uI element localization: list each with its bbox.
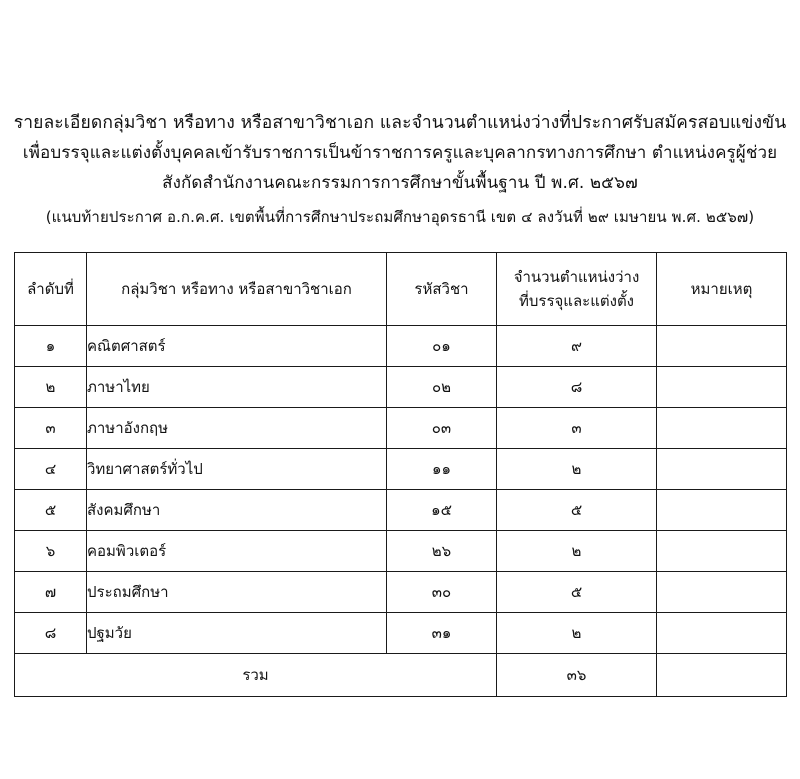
cell-count: ๓ — [497, 408, 657, 449]
cell-subject: ภาษาอังกฤษ — [87, 408, 387, 449]
cell-count: ๙ — [497, 326, 657, 367]
column-header-no: ลำดับที่ — [15, 253, 87, 326]
column-header-count-line2: ที่บรรจุและแต่งตั้ง — [518, 292, 635, 310]
cell-no: ๑ — [15, 326, 87, 367]
table-row — [15, 490, 787, 531]
cell-count: ๕ — [497, 490, 657, 531]
cell-subject: คอมพิวเตอร์ — [87, 531, 387, 572]
table-row — [15, 408, 787, 449]
table-header-row — [15, 253, 787, 326]
cell-code: ๑๕ — [387, 490, 497, 531]
table-footer — [15, 654, 787, 697]
table-row — [15, 367, 787, 408]
table-total-row — [15, 654, 787, 697]
cell-no: ๖ — [15, 531, 87, 572]
cell-count: ๕ — [497, 572, 657, 613]
column-header-count-line1: จำนวนตำแหน่งว่าง — [513, 268, 640, 286]
table-row — [15, 613, 787, 654]
column-header-note: หมายเหตุ — [657, 253, 787, 326]
cell-count: ๘ — [497, 367, 657, 408]
column-header-count — [497, 253, 657, 326]
cell-no: ๓ — [15, 408, 87, 449]
total-value: ๓๖ — [497, 654, 657, 697]
cell-note — [657, 531, 787, 572]
cell-no: ๕ — [15, 490, 87, 531]
heading-line-4: (แนบท้ายประกาศ อ.ก.ค.ศ. เขตพื้นที่การศึกษาประถมศึกษาอุดรธานี เขต ๔ ลงวันที่ ๒๙ เมษายน พ.ศ. ๒๕๖๗) — [45, 208, 755, 226]
table-row — [15, 572, 787, 613]
cell-count: ๒ — [497, 531, 657, 572]
cell-note — [657, 326, 787, 367]
cell-code: ๑๑ — [387, 449, 497, 490]
cell-note — [657, 572, 787, 613]
cell-note — [657, 367, 787, 408]
cell-subject: ปฐมวัย — [87, 613, 387, 654]
vacancy-table-wrapper — [14, 252, 786, 697]
cell-no: ๘ — [15, 613, 87, 654]
cell-subject: ภาษาไทย — [87, 367, 387, 408]
cell-code: ๓๐ — [387, 572, 497, 613]
total-label: รวม — [15, 654, 497, 697]
column-header-subject: กลุ่มวิชา หรือทาง หรือสาขาวิชาเอก — [87, 253, 387, 326]
cell-code: ๐๒ — [387, 367, 497, 408]
total-note — [657, 654, 787, 697]
cell-no: ๗ — [15, 572, 87, 613]
heading-line-2: เพื่อบรรจุและแต่งตั้งบุคคลเข้ารับราชการเป็นข้าราชการครูและบุคลากรทางการศึกษา ตำแหน่งครูผู้ช่วย — [22, 143, 778, 163]
vacancy-table — [14, 252, 787, 697]
cell-subject: ประถมศึกษา — [87, 572, 387, 613]
heading-line-3: สังกัดสำนักงานคณะกรรมการการศึกษาขั้นพื้นฐาน ปี พ.ศ. ๒๕๖๗ — [162, 173, 638, 193]
cell-count: ๒ — [497, 449, 657, 490]
cell-subject: คณิตศาสตร์ — [87, 326, 387, 367]
cell-note — [657, 490, 787, 531]
heading-line-1: รายละเอียดกลุ่มวิชา หรือทาง หรือสาขาวิชาเอก และจำนวนตำแหน่งว่างที่ประกาศรับสมัครสอบแข่งขัน — [13, 113, 787, 133]
document-header — [0, 0, 800, 232]
cell-code: ๓๑ — [387, 613, 497, 654]
cell-count: ๒ — [497, 613, 657, 654]
table-header-row-group — [15, 253, 787, 326]
table-body — [15, 326, 787, 654]
table-row — [15, 449, 787, 490]
cell-note — [657, 449, 787, 490]
cell-subject: วิทยาศาสตร์ทั่วไป — [87, 449, 387, 490]
cell-note — [657, 613, 787, 654]
cell-code: ๒๖ — [387, 531, 497, 572]
cell-code: ๐๑ — [387, 326, 497, 367]
table-row — [15, 531, 787, 572]
cell-code: ๐๓ — [387, 408, 497, 449]
column-header-code: รหัสวิชา — [387, 253, 497, 326]
table-row — [15, 326, 787, 367]
cell-no: ๔ — [15, 449, 87, 490]
cell-no: ๒ — [15, 367, 87, 408]
cell-subject: สังคมศึกษา — [87, 490, 387, 531]
cell-note — [657, 408, 787, 449]
